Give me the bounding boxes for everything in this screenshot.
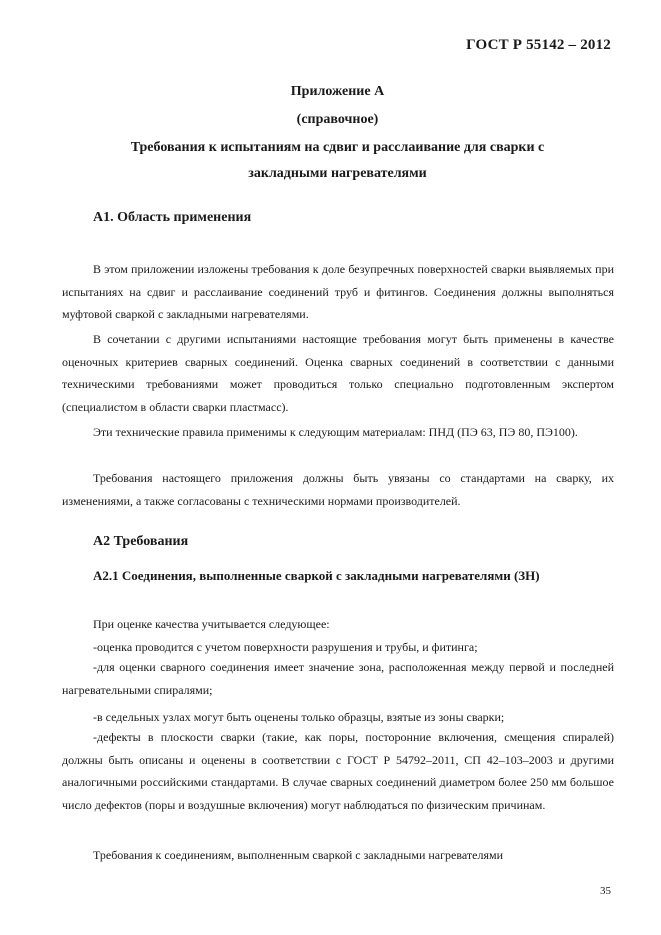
appendix-title: Приложение А bbox=[290, 84, 385, 99]
section-a1-paragraph-2: В сочетании с другими испытаниями настоящие требования могут быть применены в качестве оценочных критериев сварных соединений. Оценка сварных соединений в соответствии с данными техническими требованиями может проводиться только специально подготовленным экспертом (специалистом в области сварки пластмасс). bbox=[62, 332, 614, 414]
requirement-item-4: -дефекты в плоскости сварки (такие, как поры, посторонние включения, смещения спиралей) должны быть описаны и оценены в соответствии с ГОСТ Р 54792–2011, СП 42–103–2003 и другими аналогичными российскими стандартами. В случае сварных соединений диаметром более 250 мм большое число дефектов (поры и воздушные включения) могут наблюдаться по физическим причинам. bbox=[62, 730, 614, 812]
standard-number: ГОСТ Р 55142 – 2012 bbox=[466, 37, 611, 53]
section-a1-paragraph-4: Требования настоящего приложения должны быть увязаны со стандартами на сварку, их изменениями, а также согласованы с техническими нормами производителей. bbox=[62, 471, 614, 508]
section-a1-paragraph-3: Эти технические правила применимы к следующим материалам: ПНД (ПЭ 63, ПЭ 80, ПЭ100). bbox=[93, 425, 578, 439]
section-a2-1-subheading: А2.1 Соединения, выполненные сваркой с закладными нагревателями (ЗН) bbox=[93, 568, 540, 583]
section-a1-paragraph-1: В этом приложении изложены требования к доле безупречных поверхностей сварки выявляемых при испытаниях на сдвиг и расслаивание соединений труб и фитингов. Соединения должны выполняться муфтовой сваркой с закладными нагревателями. bbox=[62, 262, 614, 321]
requirement-last-line: Требования к соединениям, выполненным сваркой с закладными нагревателями bbox=[93, 848, 503, 862]
section-a2-heading: А2 Требования bbox=[93, 534, 189, 549]
page-number: 35 bbox=[600, 885, 611, 897]
requirement-item-1: -оценка проводится с учетом поверхности разрушения и трубы, и фитинга; bbox=[93, 640, 478, 654]
appendix-subtitle-line1: Требования к испытаниям на сдвиг и расслаивание для сварки с bbox=[130, 140, 545, 155]
requirement-item-3: -в седельных узлах могут быть оценены только образцы, взятые из зоны сварки; bbox=[93, 710, 505, 724]
requirement-item-2: -для оценки сварного соединения имеет значение зона, расположенная между первой и последней нагревательными спиралями; bbox=[62, 660, 614, 697]
section-a1-heading: А1. Область применения bbox=[93, 210, 252, 225]
appendix-status: (справочное) bbox=[296, 112, 379, 127]
appendix-subtitle-line2: закладными нагревателями bbox=[248, 166, 427, 181]
section-a2-intro: При оценке качества учитывается следующее: bbox=[93, 617, 330, 631]
